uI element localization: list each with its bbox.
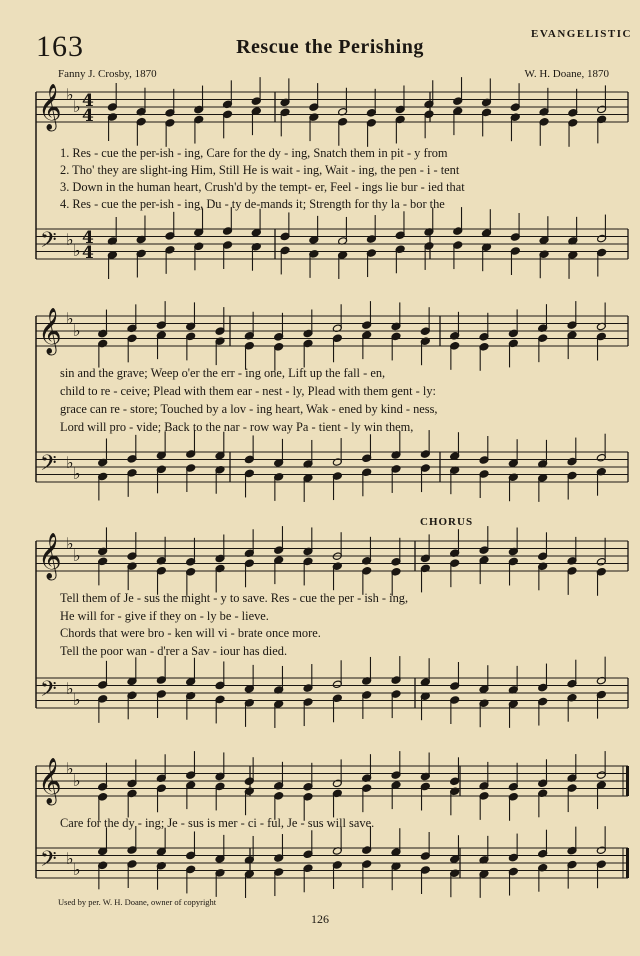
- flat-icon: ♭: [66, 534, 74, 553]
- lyric-line: Lord will pro - vide; Back to the nar - row way Pa - tient - ly win them,: [60, 420, 414, 434]
- flat-icon: ♭: [66, 453, 74, 472]
- treble-clef-icon: 𝄞: [38, 533, 62, 579]
- bass-clef-icon: 𝄢: [40, 451, 57, 481]
- lyric-line: Tell them of Je - sus the might - y to save. Res - cue the per - ish - ing,: [60, 591, 409, 605]
- time-signature: 4: [82, 243, 94, 263]
- lyric-line: child to re - ceive; Plead with them ear - nest - ly, Plead with them gent - ly:: [60, 384, 436, 398]
- lyric-line: grace can re - store; Touched by a lov - ing heart, Wak - ened by kind - ness,: [60, 402, 438, 416]
- flat-icon: ♭: [73, 321, 81, 340]
- lyric-line: Chords that were bro - ken will vi - brate once more.: [60, 626, 321, 640]
- copyright-note: Used by per. W. H. Doane, owner of copyright: [58, 897, 217, 907]
- flat-icon: ♭: [66, 309, 74, 328]
- category-label: EVANGELISTIC: [531, 28, 632, 40]
- final-barline: [626, 848, 629, 878]
- lyric-line: 4. Res - cue the per-ish - ing, Du - ty de-mands it; Strength for thy la - bor the: [60, 197, 445, 211]
- time-signature: 4: [82, 228, 94, 248]
- flat-icon: ♭: [66, 85, 74, 104]
- flat-icon: ♭: [73, 241, 81, 260]
- flat-icon: ♭: [73, 464, 81, 483]
- lyric-line: He will for - give if they on - ly be - lieve.: [60, 609, 269, 623]
- music-credit: W. H. Doane, 1870: [524, 68, 609, 80]
- lyric-line: Tell the poor wan - d'rer a Sav - iour has died.: [60, 644, 288, 658]
- lyric-line: 1. Res - cue the per-ish - ing, Care for the dy - ing, Snatch them in pit - y from: [60, 146, 448, 160]
- bass-clef-icon: 𝄢: [40, 677, 57, 707]
- treble-clef-icon: 𝄞: [38, 84, 62, 130]
- lyric-line: 3. Down in the human heart, Crush'd by the tempt- er, Feel - ings lie bur - ied that: [60, 180, 465, 194]
- final-barline: [626, 766, 629, 796]
- hymn-number: 163: [36, 30, 84, 63]
- flat-icon: ♭: [66, 759, 74, 778]
- time-signature: 4: [82, 106, 94, 126]
- bass-clef-icon: 𝄢: [40, 847, 57, 877]
- time-signature: 4: [82, 91, 94, 111]
- bass-clef-icon: 𝄢: [40, 228, 57, 258]
- lyric-line: sin and the grave; Weep o'er the err - ing one, Lift up the fall - en,: [60, 366, 386, 380]
- flat-icon: ♭: [66, 849, 74, 868]
- lyric-line: Care for the dy - ing; Je - sus is mer - ci - ful, Je - sus will save.: [60, 816, 375, 830]
- flat-icon: ♭: [73, 97, 81, 116]
- flat-icon: ♭: [66, 679, 74, 698]
- flat-icon: ♭: [73, 690, 81, 709]
- flat-icon: ♭: [73, 546, 81, 565]
- treble-clef-icon: 𝄞: [38, 308, 62, 354]
- flat-icon: ♭: [73, 771, 81, 790]
- flat-icon: ♭: [73, 860, 81, 879]
- flat-icon: ♭: [66, 230, 74, 249]
- chorus-label: CHORUS: [420, 516, 474, 528]
- page-number: 126: [311, 912, 329, 926]
- hymn-title: Rescue the Perishing: [236, 36, 424, 58]
- words-credit: Fanny J. Crosby, 1870: [58, 68, 157, 80]
- treble-clef-icon: 𝄞: [38, 758, 62, 804]
- lyric-line: 2. Tho' they are slight-ing Him, Still He is wait - ing, Wait - ing, the pen - i - tent: [60, 163, 460, 177]
